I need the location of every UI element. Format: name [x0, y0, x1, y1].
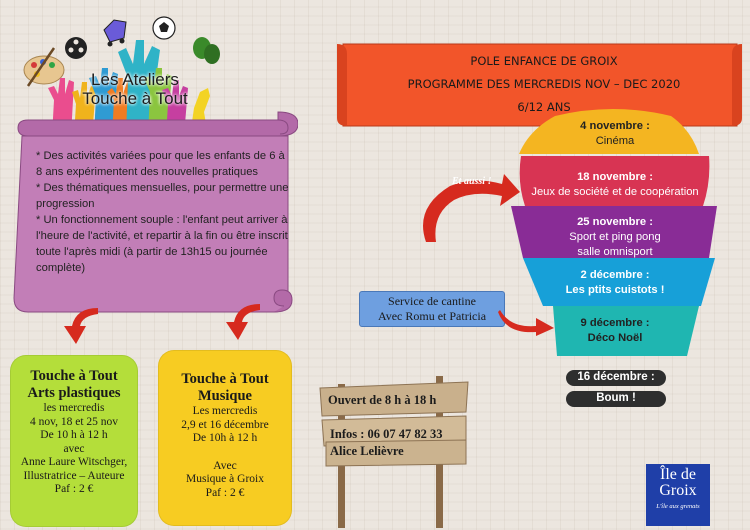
cantine-arrow-icon: [496, 306, 558, 336]
arts-line-1: les mercredis: [43, 402, 105, 414]
funnel-item-3-date: 25 novembre :: [577, 216, 653, 228]
musique-title-2: Musique: [198, 388, 252, 404]
musique-line-6: Paf : 2 €: [205, 486, 245, 499]
ateliers-title: [60, 70, 210, 108]
funnel-item-2: [515, 170, 715, 200]
funnel-item-2-text: Jeux de société et de coopération: [531, 186, 699, 198]
arts-title-1: Touche à Tout: [30, 368, 118, 384]
theatre-masks-icon: [193, 37, 220, 64]
cantine-line-2: Avec Romu et Patricia: [377, 309, 487, 323]
musique-line-1: Les mercredis: [192, 405, 258, 417]
funnel-item-3-text-1: Sport et ping pong: [569, 231, 661, 243]
funnel-item-5-text: Déco Noël: [587, 332, 643, 344]
intro-text: [36, 148, 294, 276]
red-curly-arrow-icon: [58, 304, 108, 350]
logo-line-1: Île de: [660, 466, 696, 483]
arts-line-6: Illustratrice – Auteure: [23, 469, 125, 482]
sign-hours: Ouvert de 8 h à 18 h: [328, 393, 437, 407]
musique-line-4: Avec: [213, 459, 237, 472]
arts-line-2: 4 nov, 18 et 25 nov: [29, 415, 119, 428]
arts-line-7: Paf : 2 €: [54, 483, 94, 495]
ile-de-groix-logo: [646, 464, 710, 526]
skate-icon: [104, 20, 126, 47]
arts-plastiques-box: [10, 355, 138, 527]
arts-title-2: Arts plastiques: [27, 385, 121, 401]
funnel-item-4-date: 2 décembre :: [580, 269, 650, 281]
logo-tagline: L'île aux grenats: [656, 503, 700, 510]
intro-line-1: * Des activités variées pour que les enfants de 6 à 8 ans expérimentent des nouvelles pratiques: [36, 150, 285, 178]
musique-line-5: Musique à Groix: [186, 473, 264, 485]
red-curly-arrow-icon: [220, 300, 270, 346]
banner-line-3: 6/12 ANS: [517, 100, 571, 114]
funnel-item-5-date: 9 décembre :: [580, 317, 650, 329]
musique-title-1: Touche à Tout: [181, 371, 269, 387]
logo-line-2: Groix: [659, 482, 697, 499]
intro-line-2: * Des thématiques mensuelles, pour permettre une progression: [36, 182, 289, 210]
funnel-item-4: [535, 268, 695, 298]
intro-line-3: * Un fonctionnement souple : l'enfant peut arriver à l'heure de l'activité, et repartir à la fin ou être inscrit toute l'après midi (à partir de 13h15 ou journée complète): [36, 214, 288, 274]
banner-line-1: POLE ENFANCE DE GROIX: [470, 54, 618, 68]
musique-line-3: De 10h à 12 h: [192, 432, 258, 444]
pill-16-decembre: 16 décembre :: [566, 370, 666, 386]
funnel-item-1-text: Cinéma: [595, 135, 635, 147]
film-reel-icon: [65, 37, 87, 59]
et-aussi-label: Et aussi !: [452, 176, 492, 187]
ateliers-title-line1: Les Ateliers: [91, 70, 179, 89]
arts-line-4: avec: [63, 442, 85, 455]
cantine-line-1: Service de cantine: [388, 294, 476, 308]
funnel-item-3: [535, 215, 695, 260]
funnel-item-4-text: Les ptits cuistots !: [565, 284, 665, 296]
arts-line-5: Anne Laure Witschger,: [20, 456, 128, 468]
musique-box: [158, 350, 292, 526]
funnel-item-1-date: 4 novembre :: [580, 120, 650, 132]
musique-line-2: 2,9 et 16 décembre: [181, 418, 269, 431]
arts-line-3: De 10 h à 12 h: [40, 429, 108, 441]
pill-boum: Boum !: [566, 391, 666, 407]
banner-line-2: PROGRAMME DES MERCREDIS NOV – DEC 2020: [407, 77, 681, 91]
cantine-box: [359, 291, 505, 327]
funnel-item-3-text-2: salle omnisport: [577, 246, 653, 258]
sign-phone: Infos : 06 07 47 82 33: [330, 427, 443, 441]
funnel-item-2-date: 18 novembre :: [577, 171, 653, 183]
soccer-ball-icon: [153, 17, 175, 39]
palette-icon: [24, 48, 64, 86]
sign-contact-name: Alice Lelièvre: [330, 444, 404, 458]
funnel-item-1: [545, 119, 685, 149]
ateliers-title-line2: Touche à Tout: [82, 89, 188, 108]
funnel-item-5: [550, 316, 680, 346]
